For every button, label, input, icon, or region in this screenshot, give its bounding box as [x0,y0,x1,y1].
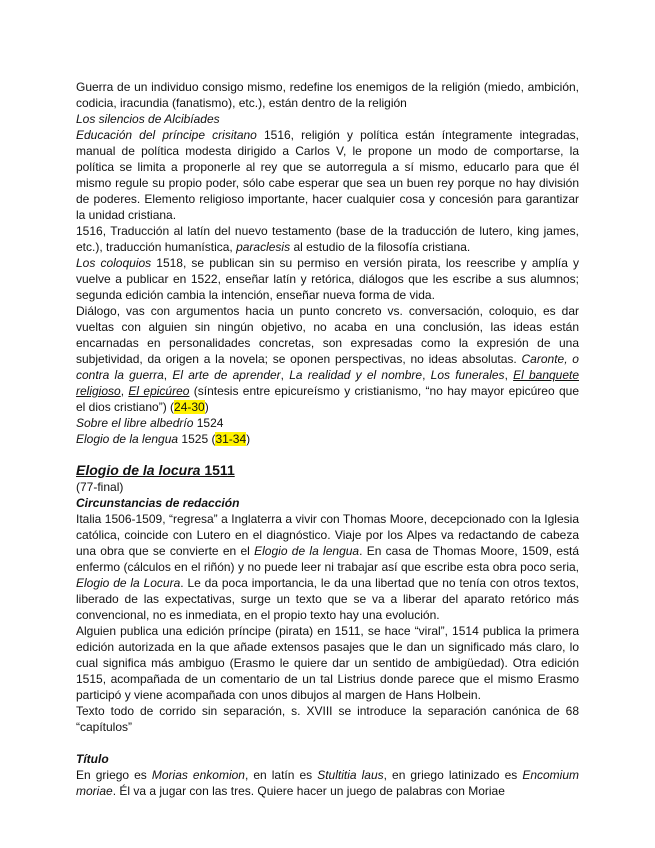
paragraph-texto: Texto todo de corrido sin separación, s. XVIII se introduce la separación canónica de 68 “capítulos” [76,704,579,734]
highlight-page-range: 24-30 [174,400,205,414]
work-silencios: Los silencios de Alcibíades [76,112,220,126]
paragraph-dialogo: Diálogo, vas con argumentos hacia un punto concreto vs. conversación, coloquio, es dar vueltas con alguien sin ningún objetivo, no acaba en una conclusión, las ideas están encarnadas en personalidades concretas, son expresadas como la expresión de una subjetividad, da origen a la novela; se oponen perspectivas, no ideas absolutas. Caronte, o contra la guerra, El arte de aprender, La realidad y el nombre, Los funerales, El banquete religioso, El epicúreo (síntesis entre epicureísmo y cristianismo, “no hay mayor epicúreo que el dios cristiano”) (24-30) [76,304,580,414]
section-range: (77-final) [76,480,124,494]
paragraph-circunstancias: Italia 1506-1509, “regresa” a Inglaterra a vivir con Thomas Moore, decepcionado con la Iglesia católica, coincide con Lutero en el diagnóstico. Viaje por los Alpes va redactando de cabeza una obra que se convierte en el Elogio de la lengua. En casa de Thomas Moore, 1509, está enfermo (cálculos en el riñón) y no puede leer ni trabajar así que escribe esta obra poco seria, Elogio de la Locura. Le da poca importancia, le da una libertad que no tenía con otros textos, liberado de las expectativas, surge un texto que se va a liberar del aparato retórico más convencional, no es inmediata, en el propio texto hay una evolución. [76,512,580,622]
heading-circunstancias: Circunstancias de redacción [76,496,240,510]
paragraph-coloquios: Los coloquios 1518, se publican sin su permiso en versión pirata, los reescribe y amplía y vuelve a publicar en 1522, enseñar latín y retórica, diálogos que les escribe a sus alumnos; segunda edición cambia la intención, enseñar nueva forma de vida. [76,256,579,302]
work-title-coloquios: Los coloquios [76,256,152,270]
paragraph-educacion: Educación del príncipe crisitano 1516, religión y política están íntegramente integradas, manual de política modesta dirigido a Carlos V, le propone un modo de comportarse, la política se limita a proponerle al rey que se autorregula a sí mismo, educarlo para que él mismo regule su propio poder, sólo cabe esperar que sea un buen rey porque no hay división de poderes. Elemento religioso importante, hacer cualquier cosa y concesión para garantizar la unidad cristiana. [76,128,579,222]
paragraph-traduccion: 1516, Traducción al latín del nuevo testamento (base de la traducción de lutero, king james, etc.), traducción humanística, paraclesis al estudio de la filosofía cristiana. [76,224,579,254]
highlight-page-range: 31-34 [215,432,247,446]
work-title-educacion: Educación del príncipe crisitano [76,128,257,142]
paragraph-libre-albedrio: Sobre el libre albedrío 1524 [76,416,224,430]
spacer [76,735,579,751]
paragraph-titulo: En griego es Morias enkomion, en latín es Stultitia laus, en griego latinizado es Encomium moriae. Él va a jugar con las tres. Quiere hacer un juego de palabras con Moriae [76,768,580,798]
document-page [76,79,579,799]
paragraph-edicion: Alguien publica una edición príncipe (pirata) en 1511, se hace “viral”, 1514 publica la primera edición autorizada en la que añade extensos pasajes que le dan un significado más claro, lo cual significa más ambiguo (Erasmo le quiere dar un sentido de ambigüedad). Otra edición 1515, acompañada de un comentario de un tal Listrius donde parece que el mismo Erasmo participó y viene acompañada con unos dibujos al margen de Hans Holbein. [76,624,579,702]
paragraph-elogio-lengua: Elogio de la lengua 1525 (31-34) [76,432,251,446]
heading-titulo: Título [76,752,109,766]
paragraph-religion-enemies: Guerra de un individuo consigo mismo, redefine los enemigos de la religión (miedo, ambición, codicia, iracundia (fanatismo), etc.), están dentro de la religión [76,80,579,110]
section-title: Elogio de la locura 1511 [76,462,235,478]
